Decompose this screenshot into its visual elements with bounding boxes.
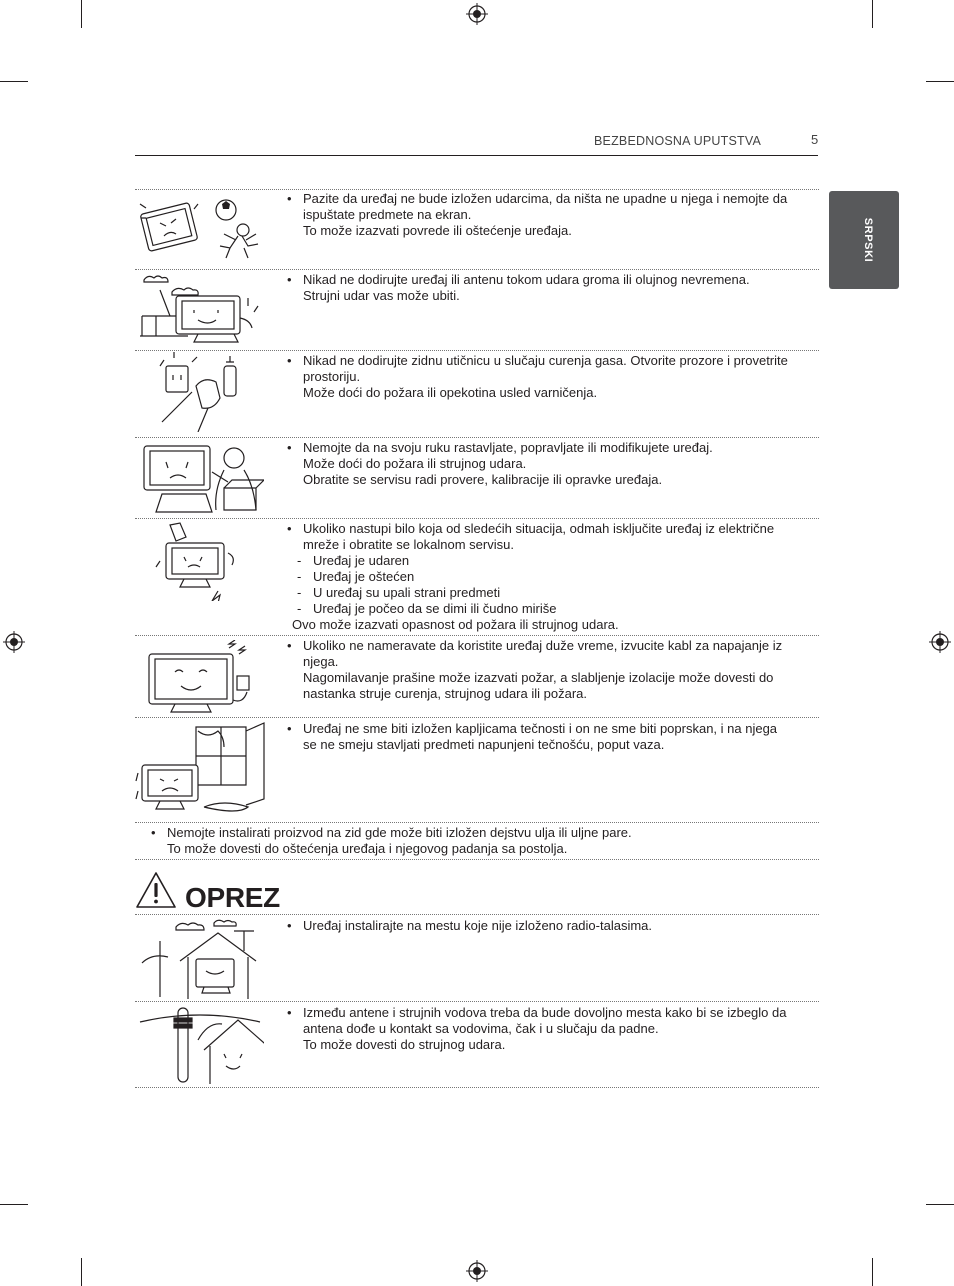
crop-mark [926,1204,954,1205]
item-text: mreže i obratite se lokalnom servisu. [303,537,514,552]
safety-item [287,638,782,702]
item-text: Obratite se servisu radi provere, kalibracije ili opravke uređaja. [303,472,663,487]
item-text: Uređaj ne sme biti izložen kapljicama tečnosti i on ne sme biti poprskan, i na njega [303,721,778,736]
safety-item-wide [151,825,632,857]
section-header: BEZBEDNOSNA UPUTSTVA [594,134,761,148]
row-divider [135,518,819,519]
item-text: Ovo može izazvati opasnost od požara ili strujnog udara. [292,617,619,632]
row-divider [135,914,819,915]
safety-item [287,521,774,633]
item-text: njega. [303,654,339,669]
registration-mark-icon [3,631,25,653]
unplug-warning-illustration [145,640,261,718]
bullet-icon: • [287,521,292,536]
item-text: ispuštate predmete na ekran. [303,207,472,222]
item-text: Strujni udar vas može ubiti. [303,288,460,303]
bullet-icon: • [287,353,292,368]
item-text: Ukoliko nastupi bilo koja od sledećih situacija, odmah isključite uređaj iz električne [303,521,775,536]
item-text: Može doći do požara ili strujnog udara. [303,456,527,471]
bullet-icon: • [287,272,292,287]
item-text: Nikad ne dodirujte zidnu utičnicu u slučaju curenja gasa. Otvorite prozore i provetrite [303,353,788,368]
row-divider [135,859,819,860]
row-divider [135,1001,819,1002]
antenna-distance-illustration [138,1004,264,1086]
item-text: To može dovesti do oštećenja uređaja i njegovog padanja sa postolja. [167,841,568,856]
item-text: antena dođe u kontakt sa vodovima, čak i u slučaju da padne. [303,1021,659,1036]
item-text: Uređaj instalirajte na mestu koje nije izloženo radio-talasima. [303,918,653,933]
bullet-icon: • [287,721,292,736]
caution-item [287,918,652,934]
item-text: Ukoliko ne nameravate da koristite uređaj duže vreme, izvucite kabl za napajanje iz [303,638,783,653]
impact-warning-illustration [138,194,264,264]
crop-mark [872,1258,873,1286]
list-item: U uređaj su upali strani predmeti [313,585,501,600]
header-divider [135,155,818,156]
language-tab-label: SRPSKI [862,217,874,263]
safety-item [287,440,713,488]
caution-title: OPREZ [185,882,280,913]
dash-marker: - [297,601,302,616]
item-text: nastanka struje curenja, strujnog udara ili požara. [303,686,587,701]
dash-marker: - [297,585,302,600]
item-text: prostoriju. [303,369,361,384]
item-text: To može izazvati povrede ili oštećenje uređaja. [303,223,572,238]
bullet-icon: • [287,440,292,455]
registration-mark-icon [466,1260,488,1282]
disassembly-warning-illustration [138,440,264,516]
registration-mark-icon [466,3,488,25]
row-divider [135,437,819,438]
item-text: Nikad ne dodirujte uređaj ili antenu tokom udara groma ili olujnog nevremena. [303,272,750,287]
crop-mark [81,0,82,28]
bullet-icon: • [287,191,292,206]
row-divider [135,269,819,270]
radio-waves-illustration [138,917,264,999]
item-text: Nemojte instalirati proizvod na zid gde može biti izložen dejstvu ulja ili uljne pare. [167,825,632,840]
safety-item [287,272,750,304]
crop-mark [926,81,954,82]
lightning-warning-illustration [138,272,264,346]
bullet-icon: • [287,918,292,933]
row-divider [135,350,819,351]
caution-triangle-icon [135,871,177,909]
row-divider [135,635,819,636]
item-text: Nagomilavanje prašine može izazvati požar, a slabljenje izolacije može dovesti do [303,670,774,685]
damaged-device-warning-illustration [154,521,244,601]
bullet-icon: • [151,825,156,840]
safety-item [287,721,777,753]
row-divider [135,822,819,823]
crop-mark [0,1204,28,1205]
list-item: Uređaj je udaren [313,553,410,568]
row-divider [135,1087,819,1088]
row-divider [135,189,819,190]
safety-item [287,191,787,239]
item-text: Može doći do požara ili opekotina usled varničenja. [303,385,598,400]
crop-mark [872,0,873,28]
list-item: Uređaj je počeo da se dimi ili čudno miriše [313,601,557,616]
item-text: Nemojte da na svoju ruku rastavljate, popravljate ili modifikujete uređaj. [303,440,713,455]
bullet-icon: • [287,638,292,653]
item-text: Pazite da uređaj ne bude izložen udarcima, da ništa ne upadne u njega i nemojte da [303,191,788,206]
page-number: 5 [811,132,819,147]
crop-mark [81,1258,82,1286]
item-text: se ne smeju stavljati predmeti napunjeni tečnošću, poput vaza. [303,737,665,752]
item-text: Između antene i strujnih vodova treba da bude dovoljno mesta kako bi se izbeglo da [303,1005,787,1020]
language-tab [829,191,899,289]
registration-mark-icon [929,631,951,653]
dash-marker: - [297,569,302,584]
safety-item [287,353,788,401]
dash-marker: - [297,553,302,568]
gas-leak-warning-illustration [152,352,242,432]
list-item: Uređaj je oštećen [313,569,415,584]
caution-item [287,1005,786,1053]
liquid-warning-illustration [134,721,266,817]
crop-mark [0,81,28,82]
item-text: To može dovesti do strujnog udara. [303,1037,506,1052]
bullet-icon: • [287,1005,292,1020]
